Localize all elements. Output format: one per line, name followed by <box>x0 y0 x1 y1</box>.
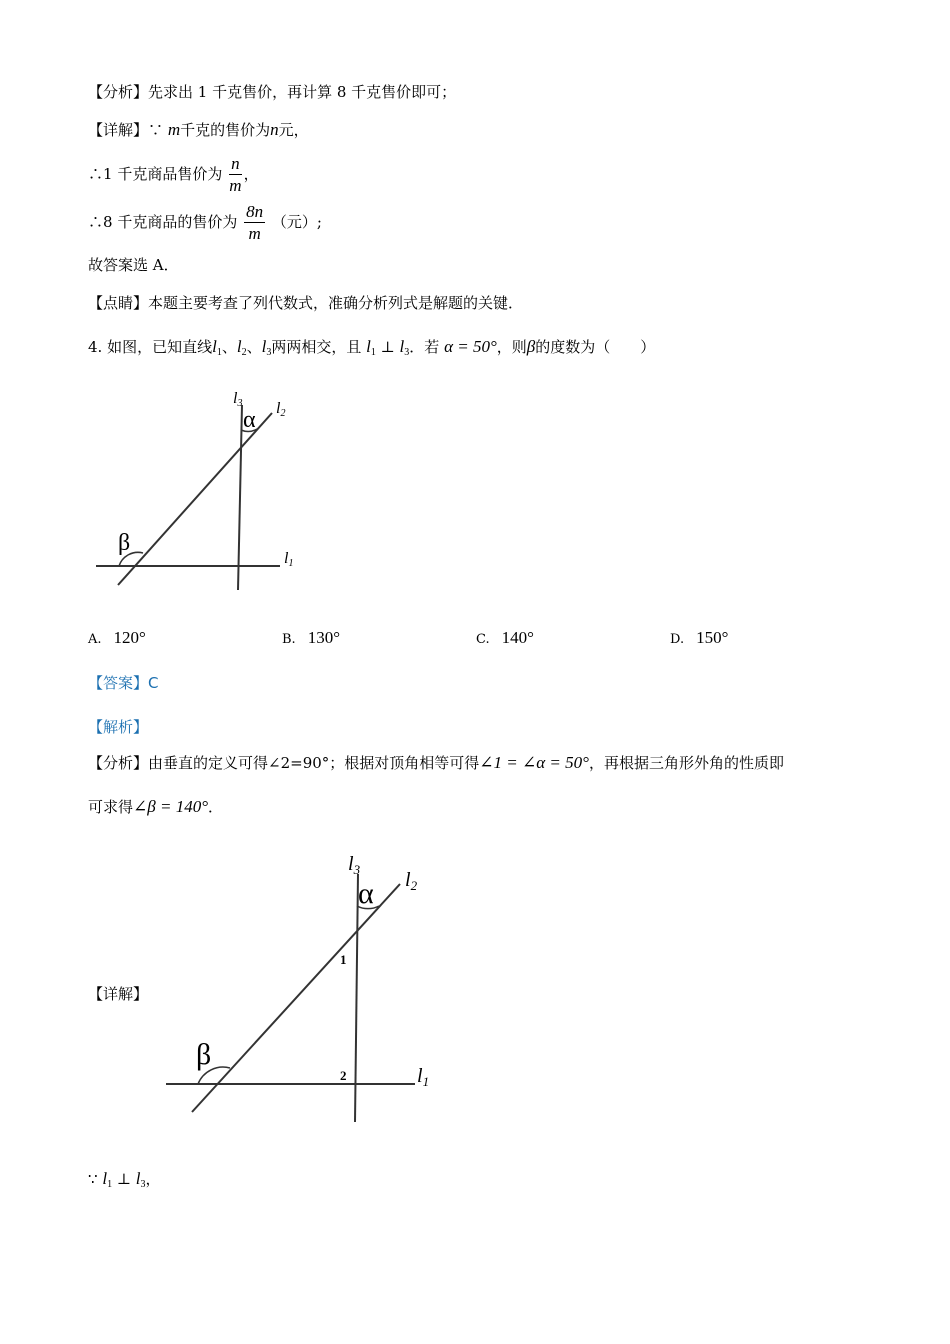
fraction-numerator: n <box>231 153 240 173</box>
prev-answer-line: 故答案选 A． <box>88 256 179 274</box>
perp-symbol: ⊥ <box>380 338 395 356</box>
label-l2: $l_2$ <box>405 869 418 893</box>
option-c <box>476 628 534 648</box>
line-l2-figure <box>118 413 272 585</box>
perp-symbol: ⊥ <box>116 1170 131 1188</box>
option-label: A. <box>88 632 102 647</box>
angle1-equation: ∠1 = ∠α = 50° <box>479 753 589 772</box>
label-l1: l1 <box>284 550 294 569</box>
eight-kg-text: 8 千克商品的售价为 <box>103 213 238 231</box>
beta-equation: ∠β = 140° <box>133 797 208 816</box>
line-l3: $l_3$ <box>399 337 410 358</box>
comment-tag: 【点睛】 <box>88 294 149 312</box>
detail-tag: 【详解】 <box>88 985 149 1003</box>
option-value: 130° <box>307 628 340 647</box>
separator: 、 <box>221 338 237 356</box>
label-angle-2: 2 <box>340 1068 347 1083</box>
prev-eight-kg-line <box>88 200 322 245</box>
label-alpha: α <box>358 877 374 910</box>
line-l1: $l_1$ <box>212 337 222 358</box>
label-l2: l2 <box>276 400 286 419</box>
solution-tag: 【解析】 <box>88 718 149 736</box>
detail-text-2: 元， <box>278 121 309 139</box>
analysis-text-4: ． <box>208 798 224 816</box>
fraction-n-over-m <box>229 154 242 197</box>
label-l3: $l_3$ <box>348 853 361 877</box>
analysis-tag: 【分析】 <box>88 83 149 101</box>
fraction-denominator: m <box>248 223 261 243</box>
option-b <box>282 628 340 648</box>
question-figure <box>90 385 320 600</box>
label-l3: l3 <box>233 390 243 409</box>
question-4 <box>88 336 655 364</box>
prev-comment-line <box>88 292 523 314</box>
label-alpha: α <box>243 407 256 433</box>
question-text-3: ．若 <box>409 338 440 356</box>
label-beta: β <box>196 1038 212 1071</box>
unit-text: （元）; <box>271 213 322 231</box>
because-symbol: ∵ <box>88 1170 98 1188</box>
option-label: D. <box>670 632 685 647</box>
label-l1: $l_1$ <box>417 1065 430 1089</box>
option-value: 120° <box>113 628 146 647</box>
alpha-equation: α = 50° <box>444 337 497 356</box>
analysis-text-3: 可求得 <box>88 798 134 816</box>
option-label: C. <box>476 632 490 647</box>
var-n: n <box>270 120 279 139</box>
comment-text: 本题主要考查了列代数式，准确分析列式是解题的关键． <box>148 294 524 312</box>
comma: ， <box>243 165 259 183</box>
line-l3-figure <box>238 405 242 590</box>
prev-analysis-line <box>88 81 456 103</box>
line-l3: $l_3$ <box>135 1169 146 1190</box>
answer-value: C <box>148 674 159 692</box>
option-a <box>88 628 146 648</box>
therefore-symbol: ∴ <box>88 213 104 231</box>
detail-line-1 <box>88 1168 160 1196</box>
prev-unit-price-line <box>88 152 259 197</box>
detail-tag: 【详解】 <box>88 121 149 139</box>
analysis-line-1 <box>88 752 784 774</box>
solution-figure <box>160 850 450 1130</box>
line-l2: $l_2$ <box>236 337 247 358</box>
option-label: B. <box>282 632 296 647</box>
analysis-text-1: 由垂直的定义可得∠2=90°；根据对顶角相等可得 <box>148 754 480 772</box>
prev-detail-line <box>88 119 309 141</box>
analysis-text-2: ，再根据三角形外角的性质即 <box>588 754 784 772</box>
line-l3: $l_3$ <box>261 337 272 358</box>
line-l1: $l_1$ <box>102 1169 113 1190</box>
var-m: m <box>167 120 181 139</box>
option-d <box>670 628 728 648</box>
analysis-tag: 【分析】 <box>88 754 149 772</box>
question-text-1: 如图，已知直线 <box>107 338 213 356</box>
question-text-4: ，则 <box>496 338 527 356</box>
separator: 、 <box>246 338 262 356</box>
fraction-denominator: m <box>229 175 242 195</box>
analysis-text: 先求出 1 千克售价，再计算 8 千克售价即可； <box>148 83 457 101</box>
detail-text-1: 千克的售价为 <box>180 121 271 139</box>
unit-price-text: 1 千克商品售价为 <box>103 165 223 183</box>
fraction-numerator: 8n <box>246 201 264 221</box>
line-l2-figure <box>192 884 400 1112</box>
because-symbol: ∵ <box>148 121 164 139</box>
answer-tag: 【答案】 <box>88 674 149 692</box>
label-beta: β <box>118 530 131 556</box>
therefore-symbol: ∴ <box>88 165 104 183</box>
line-l1: $l_1$ <box>366 337 376 358</box>
fraction-8n-over-m <box>244 202 265 245</box>
option-value: 150° <box>696 628 729 647</box>
question-number: 4. <box>88 338 103 356</box>
question-text-2: 两两相交，且 <box>271 338 362 356</box>
answer-line <box>88 672 159 694</box>
question-text-5: 的度数为（ ） <box>535 338 656 356</box>
label-angle-1: 1 <box>340 952 347 967</box>
beta-symbol: β <box>526 337 536 356</box>
comma: ， <box>145 1170 161 1188</box>
analysis-line-2 <box>88 796 223 818</box>
option-value: 140° <box>501 628 534 647</box>
